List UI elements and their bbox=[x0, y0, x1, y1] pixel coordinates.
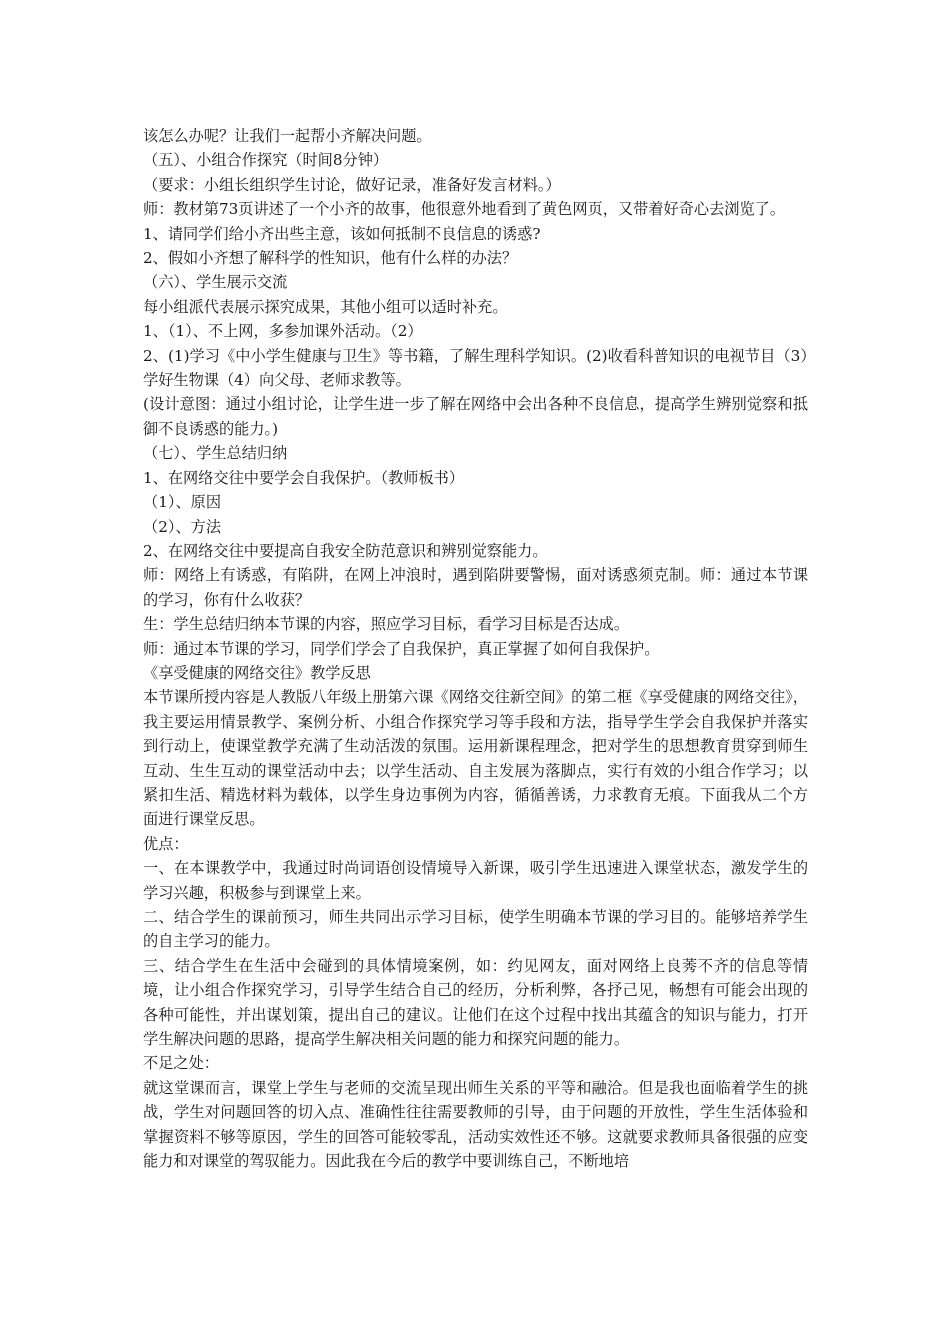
section-heading: 不足之处： bbox=[143, 1054, 219, 1073]
paragraph: 师：教材第73页讲述了一个小齐的故事，他很意外地看到了黄色网页，又带着好奇心去浏览了。 bbox=[143, 200, 786, 219]
paragraph: (设计意图：通过小组讨论，让学生进一步了解在网络中会出各种不良信息，提高学生辨别觉察和抵御不良诱惑的能力。) bbox=[143, 395, 808, 438]
list-item: 2、(1)学习《中小学生健康与卫生》等书籍，了解生理科学知识。(2)收看科普知识的电视节目（3）学好生物课（4）向父母、老师求教等。 bbox=[143, 346, 808, 390]
list-item: 1、请同学们给小齐出些主意，该如何抵制不良信息的诱惑? bbox=[143, 224, 541, 243]
paragraph: 生：学生总结归纳本节课的内容，照应学习目标，看学习目标是否达成。 bbox=[143, 615, 629, 634]
list-item: （2）、方法 bbox=[143, 517, 222, 536]
paragraph: 该怎么办呢？让我们一起帮小齐解决问题。 bbox=[143, 127, 432, 145]
paragraph: 每小组派代表展示探究成果，其他小组可以适时补充。 bbox=[143, 297, 508, 316]
document-body bbox=[143, 124, 808, 1173]
list-item: 2、假如小齐想了解科学的性知识，他有什么样的办法？ bbox=[143, 249, 518, 268]
list-item: 1、（1）、不上网，多参加课外活动。（2） bbox=[143, 322, 423, 341]
paragraph: 师：网络上有诱惑，有陷阱，在网上冲浪时，遇到陷阱要警惕，面对诱惑须克制。师：通过本节课的学习，你有什么收获？ bbox=[143, 566, 808, 609]
paragraph: 本节课所授内容是人教版八年级上册第六课《网络交往新空间》的第二框《享受健康的网络交往》，我主要运用情景教学、案例分析、小组合作探究学习等手段和方法，指导学生学会自我保护并落实到行动上，使课堂教学充满了生动活泼的氛围。运用新课程理念，把对学生的思想教育贯穿到师生互动、生生互动的课堂活动中去；以学生活动、自主发展为落脚点，实行有效的小组合作学习；以紧扣生活、精选材料为载体，以学生身边事例为内容，循循善诱，力求教育无痕。下面我从二个方面进行课堂反思。 bbox=[143, 688, 808, 829]
section-heading: （七）、学生总结归纳 bbox=[143, 444, 288, 463]
paragraph: 就这堂课而言，课堂上学生与老师的交流呈现出师生关系的平等和融洽。但是我也面临着学生的挑战，学生对问题回答的切入点、准确性往往需要教师的引导，由于问题的开放性，学生生活体验和掌握资料不够等原因，学生的回答可能较零乱，活动实效性还不够。这就要求教师具备很强的应变能力和对课堂的驾驭能力。因此我在今后的教学中要训练自己，不断地培 bbox=[143, 1078, 808, 1171]
section-heading: 优点： bbox=[143, 834, 189, 853]
list-item: （1）、原因 bbox=[143, 493, 222, 512]
reflection-title: 《享受健康的网络交往》教学反思 bbox=[143, 663, 371, 682]
list-item: 1、在网络交往中要学会自我保护。（教师板书） bbox=[143, 468, 465, 487]
paragraph: 师：通过本节课的学习，同学们学会了自我保护，真正掌握了如何自我保护。 bbox=[143, 639, 660, 658]
paragraph: 一、在本课教学中，我通过时尚词语创设情境导入新课，吸引学生迅速进入课堂状态，激发学生的学习兴趣，积极参与到课堂上来。 bbox=[143, 859, 808, 902]
list-item: 2、在网络交往中要提高自我安全防范意识和辨别觉察能力。 bbox=[143, 541, 548, 560]
paragraph: 二、结合学生的课前预习，师生共同出示学习目标，使学生明确本节课的学习目的。能够培养学生的自主学习的能力。 bbox=[143, 908, 808, 951]
section-heading: （五）、小组合作探究（时间8分钟） bbox=[143, 151, 389, 170]
paragraph: （要求：小组长组织学生讨论，做好记录，准备好发言材料。） bbox=[143, 175, 561, 194]
paragraph: 三、结合学生在生活中会碰到的具体情境案例，如：约见网友，面对网络上良莠不齐的信息等情境，让小组合作探究学习，引导学生结合自己的经历，分析利弊，各抒己见，畅想有可能会出现的各种可能性，并出谋划策，提出自己的建议。让他们在这个过程中找出其蕴含的知识与能力，打开学生解决问题的思路，提高学生解决相关问题的能力和探究问题的能力。 bbox=[143, 956, 808, 1049]
section-heading: （六）、学生展示交流 bbox=[143, 273, 288, 292]
